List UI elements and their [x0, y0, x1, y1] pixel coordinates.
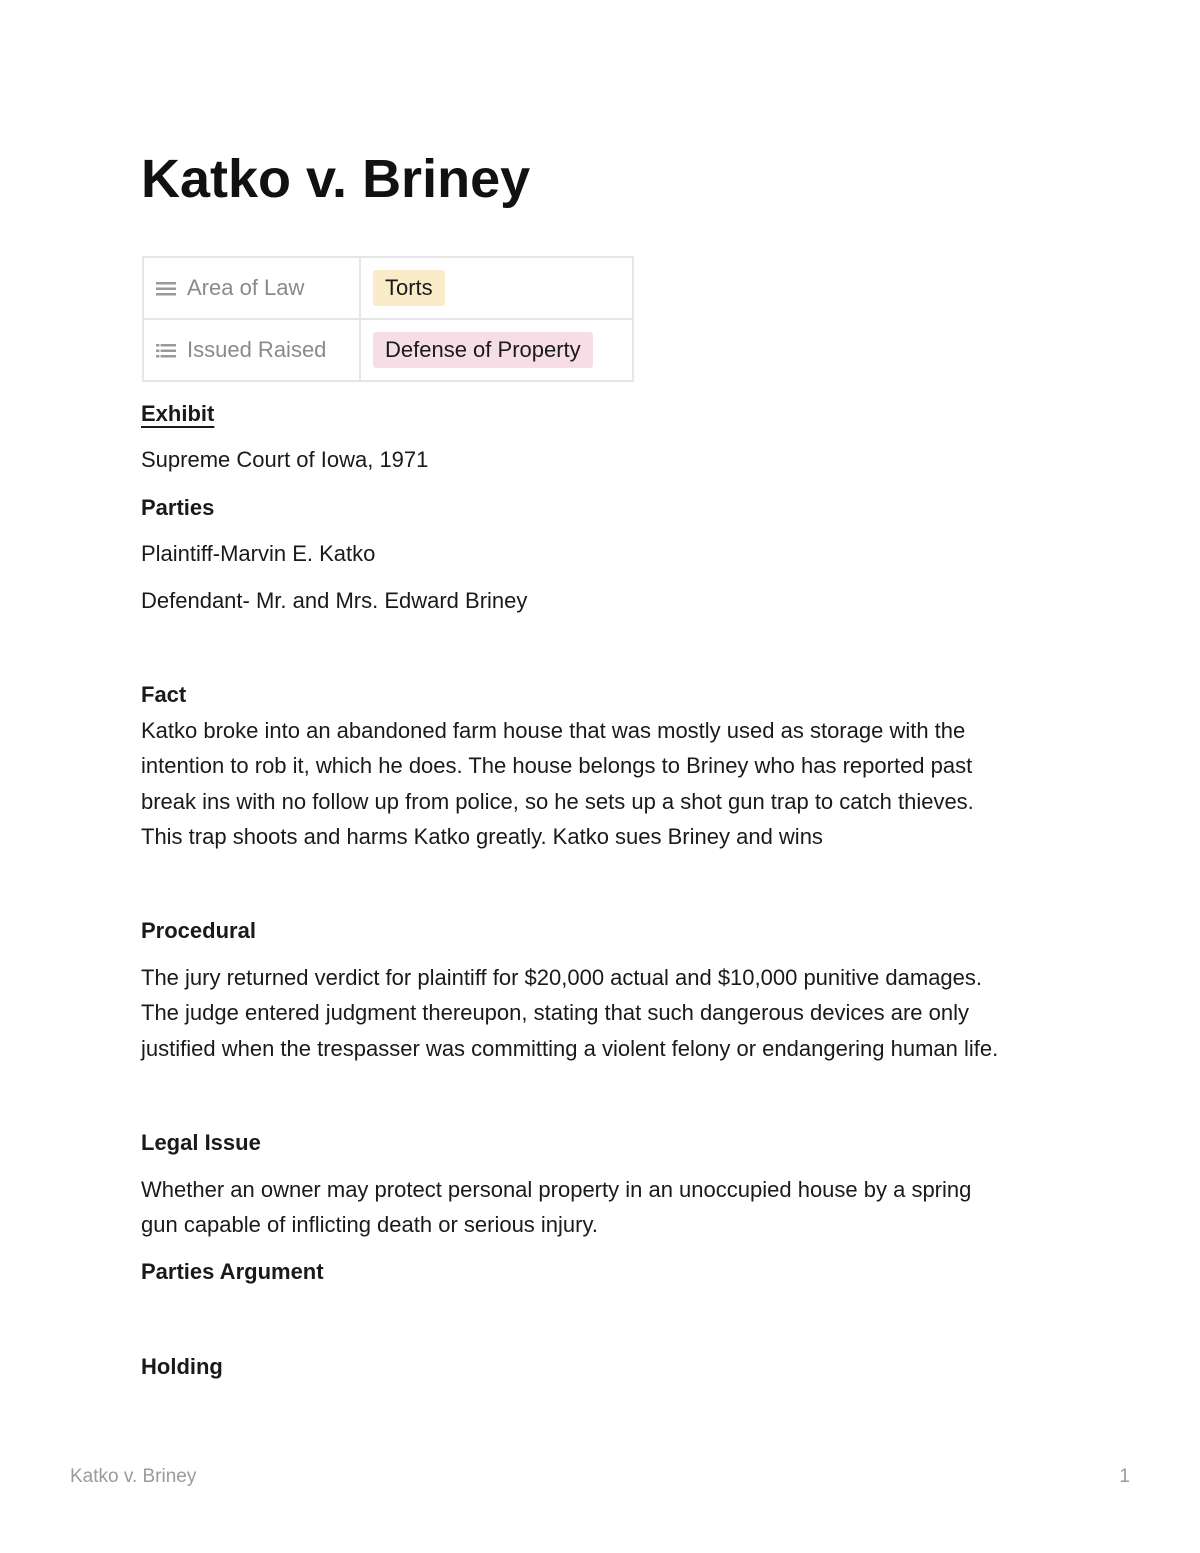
tag-defense-of-property[interactable]: Defense of Property	[373, 332, 593, 368]
legal-issue-line: Whether an owner may protect personal property in an unoccupied house by a spring	[141, 1177, 972, 1202]
property-value-cell[interactable]	[360, 257, 633, 319]
list-icon	[156, 281, 176, 297]
procedural-line: The jury returned verdict for plaintiff for $20,000 actual and $10,000 punitive damages.	[141, 965, 983, 990]
procedural-heading: Procedural	[141, 918, 256, 943]
fact-line: intention to rob it, which he does. The house belongs to Briney who has reported past	[141, 753, 973, 778]
parties-heading: Parties	[141, 495, 215, 520]
defendant-text: Defendant- Mr. and Mrs. Edward Briney	[141, 588, 528, 613]
property-key-cell	[143, 319, 360, 381]
property-key-label: Issued Raised	[187, 337, 327, 362]
property-key-label: Area of Law	[187, 275, 305, 300]
exhibit-heading: Exhibit	[141, 401, 215, 426]
footer-page-number: 1	[1119, 1466, 1130, 1487]
procedural-line: justified when the trespasser was committing a violent felony or endangering human life.	[141, 1036, 999, 1061]
property-value-cell[interactable]	[360, 319, 633, 381]
legal-issue-heading: Legal Issue	[141, 1130, 261, 1155]
fact-line: break ins with no follow up from police, so he sets up a shot gun trap to catch thieves.	[141, 789, 974, 814]
fact-line: This trap shoots and harms Katko greatly. Katko sues Briney and wins	[141, 824, 823, 849]
property-row-area-of-law	[143, 257, 633, 319]
procedural-line: The judge entered judgment thereupon, stating that such dangerous devices are only	[141, 1000, 969, 1025]
property-row-issued-raised	[143, 319, 633, 381]
properties-table	[142, 256, 634, 382]
parties-argument-heading: Parties Argument	[141, 1259, 324, 1284]
page-title: Katko v. Briney	[141, 149, 531, 209]
fact-heading: Fact	[141, 682, 187, 707]
exhibit-text: Supreme Court of Iowa, 1971	[141, 447, 429, 472]
list-icon	[156, 343, 176, 359]
tag-torts[interactable]: Torts	[373, 270, 445, 306]
legal-issue-line: gun capable of inflicting death or serious injury.	[141, 1212, 598, 1237]
holding-heading: Holding	[141, 1354, 223, 1379]
footer-title: Katko v. Briney	[70, 1466, 197, 1487]
property-key-cell	[143, 257, 360, 319]
fact-line: Katko broke into an abandoned farm house that was mostly used as storage with the	[141, 718, 966, 743]
plaintiff-text: Plaintiff-Marvin E. Katko	[141, 541, 376, 566]
